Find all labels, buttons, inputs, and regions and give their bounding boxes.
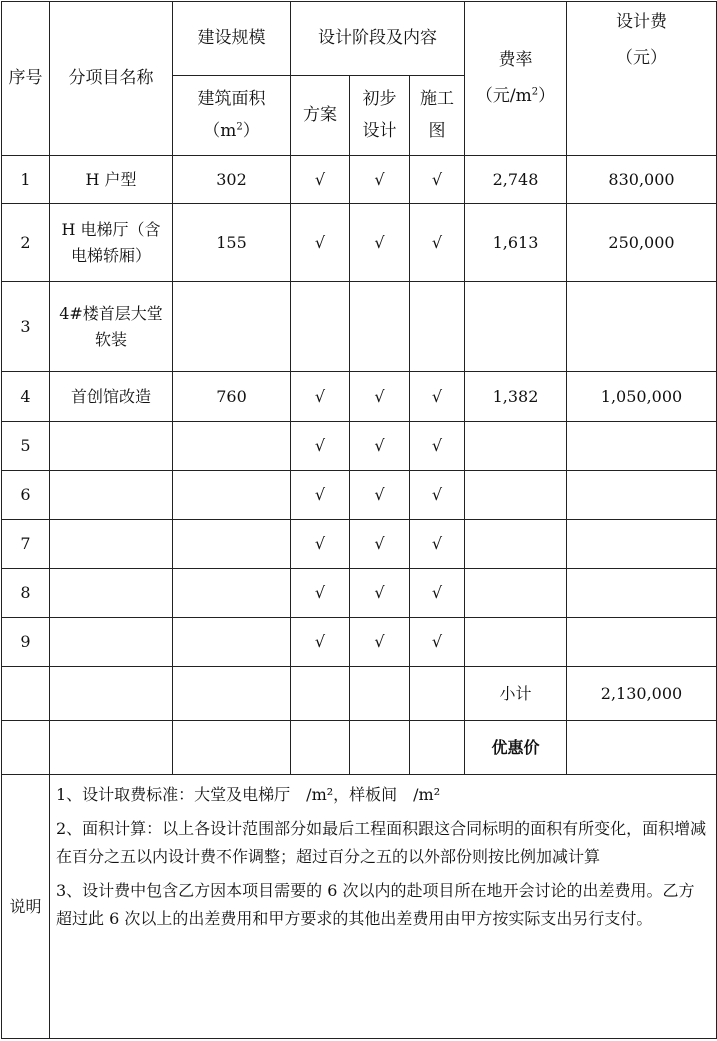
row-project-name bbox=[50, 422, 173, 471]
row-prelim-check: √ bbox=[350, 156, 410, 204]
row-rate bbox=[465, 569, 567, 618]
row-prelim-check: √ bbox=[350, 618, 410, 667]
discount-row bbox=[2, 721, 717, 775]
row-rate: 1,613 bbox=[465, 204, 567, 282]
row-construction-check: √ bbox=[410, 520, 465, 569]
header-rate bbox=[465, 2, 567, 156]
row-fee bbox=[567, 471, 717, 520]
table-row bbox=[2, 422, 717, 471]
table-row bbox=[2, 204, 717, 282]
row-construction-check: √ bbox=[410, 471, 465, 520]
row-seq: 2 bbox=[2, 204, 50, 282]
header-area-label: 建筑面积 bbox=[197, 89, 266, 109]
header-prelim-line1: 初步 bbox=[362, 89, 397, 109]
discount-value bbox=[567, 721, 717, 775]
row-area: 760 bbox=[173, 372, 291, 422]
row-construction-check: √ bbox=[410, 618, 465, 667]
row-construction-check bbox=[410, 282, 465, 372]
header-fee-unit: （元） bbox=[616, 47, 667, 68]
notes-content bbox=[50, 775, 717, 1039]
table-row bbox=[2, 372, 717, 422]
row-seq: 6 bbox=[2, 471, 50, 520]
notes-label: 说明 bbox=[2, 775, 50, 1039]
row-fee: 250,000 bbox=[567, 204, 717, 282]
row-project-name: 首创馆改造 bbox=[50, 372, 173, 422]
header-area-unit: $(m^2)$ bbox=[203, 120, 260, 141]
design-fee-table bbox=[1, 1, 717, 1039]
row-area bbox=[173, 471, 291, 520]
note-item: 1、设计取费标准：大堂及电梯厅 /m²，样板间 /m² bbox=[56, 785, 441, 804]
header-area bbox=[173, 76, 291, 156]
row-seq: 1 bbox=[2, 156, 50, 204]
note-item: 2、面积计算：以上各设计范围部分如最后工程面积跟这合同标明的面积有所变化，面积增减在百分之五以内设计费不作调整；超过百分之五的以外部份则按比例加减计算 bbox=[56, 819, 707, 866]
row-project-name: 4#楼首层大堂软装 bbox=[50, 282, 173, 372]
row-construction-check: √ bbox=[410, 204, 465, 282]
header-construction-line2: 图 bbox=[428, 120, 446, 141]
header-rate-unit: （元$/m^2$） bbox=[475, 85, 556, 106]
row-scheme-check bbox=[291, 282, 350, 372]
header-scheme: 方案 bbox=[291, 76, 350, 156]
row-fee bbox=[567, 422, 717, 471]
row-rate: 2,748 bbox=[465, 156, 567, 204]
header-scale: 建设规模 bbox=[173, 2, 291, 76]
row-rate bbox=[465, 471, 567, 520]
row-construction-check: √ bbox=[410, 156, 465, 204]
row-rate: 1,382 bbox=[465, 372, 567, 422]
row-rate bbox=[465, 520, 567, 569]
row-project-name bbox=[50, 618, 173, 667]
row-area bbox=[173, 618, 291, 667]
table-row bbox=[2, 520, 717, 569]
row-fee bbox=[567, 569, 717, 618]
row-scheme-check: √ bbox=[291, 372, 350, 422]
row-area bbox=[173, 520, 291, 569]
row-area bbox=[173, 569, 291, 618]
row-area: 302 bbox=[173, 156, 291, 204]
row-fee: 1,050,000 bbox=[567, 372, 717, 422]
row-construction-check: √ bbox=[410, 569, 465, 618]
row-prelim-check: √ bbox=[350, 569, 410, 618]
row-fee bbox=[567, 520, 717, 569]
note-item: 3、设计费中包含乙方因本项目需要的 6 次以内的赴项目所在地开会讨论的出差费用。乙方超过此 6 次以上的出差费用和甲方要求的其他出差费用由甲方按实际支出另行支付。 bbox=[56, 881, 695, 928]
row-prelim-check: √ bbox=[350, 372, 410, 422]
row-scheme-check: √ bbox=[291, 422, 350, 471]
row-seq: 8 bbox=[2, 569, 50, 618]
subtotal-row bbox=[2, 667, 717, 721]
row-rate bbox=[465, 422, 567, 471]
table-row bbox=[2, 618, 717, 667]
row-project-name: H 户型 bbox=[50, 156, 173, 204]
subtotal-label: 小计 bbox=[465, 667, 567, 721]
row-seq: 3 bbox=[2, 282, 50, 372]
row-prelim-check: √ bbox=[350, 520, 410, 569]
header-seq: 序号 bbox=[2, 2, 50, 156]
subtotal-value: 2,130,000 bbox=[567, 667, 717, 721]
row-fee bbox=[567, 618, 717, 667]
row-construction-check: √ bbox=[410, 422, 465, 471]
row-rate bbox=[465, 282, 567, 372]
discount-label: 优惠价 bbox=[465, 721, 567, 775]
row-project-name: H 电梯厅（含电梯轿厢） bbox=[50, 204, 173, 282]
row-project-name bbox=[50, 520, 173, 569]
row-scheme-check: √ bbox=[291, 204, 350, 282]
header-prelim bbox=[350, 76, 410, 156]
header-construction-line1: 施工 bbox=[420, 89, 454, 109]
row-area bbox=[173, 422, 291, 471]
table-row bbox=[2, 156, 717, 204]
row-seq: 5 bbox=[2, 422, 50, 471]
row-seq: 9 bbox=[2, 618, 50, 667]
row-construction-check: √ bbox=[410, 372, 465, 422]
row-fee: 830,000 bbox=[567, 156, 717, 204]
row-scheme-check: √ bbox=[291, 471, 350, 520]
row-area bbox=[173, 282, 291, 372]
notes-row bbox=[2, 775, 717, 1039]
table-row bbox=[2, 569, 717, 618]
header-construction bbox=[410, 76, 465, 156]
row-project-name bbox=[50, 471, 173, 520]
row-prelim-check: √ bbox=[350, 422, 410, 471]
row-prelim-check bbox=[350, 282, 410, 372]
table-row bbox=[2, 282, 717, 372]
row-rate bbox=[465, 618, 567, 667]
header-rate-label: 费率 bbox=[498, 50, 533, 70]
header-project-name: 分项目名称 bbox=[50, 2, 173, 156]
row-area: 155 bbox=[173, 204, 291, 282]
row-scheme-check: √ bbox=[291, 618, 350, 667]
row-seq: 4 bbox=[2, 372, 50, 422]
row-project-name bbox=[50, 569, 173, 618]
row-seq: 7 bbox=[2, 520, 50, 569]
row-scheme-check: √ bbox=[291, 520, 350, 569]
header-fee bbox=[567, 2, 717, 156]
row-scheme-check: √ bbox=[291, 569, 350, 618]
header-fee-label: 设计费 bbox=[616, 12, 667, 32]
row-prelim-check: √ bbox=[350, 204, 410, 282]
table-row bbox=[2, 471, 717, 520]
header-prelim-line2: 设计 bbox=[362, 120, 397, 141]
row-scheme-check: √ bbox=[291, 156, 350, 204]
row-fee bbox=[567, 282, 717, 372]
header-stage: 设计阶段及内容 bbox=[291, 2, 465, 76]
row-prelim-check: √ bbox=[350, 471, 410, 520]
